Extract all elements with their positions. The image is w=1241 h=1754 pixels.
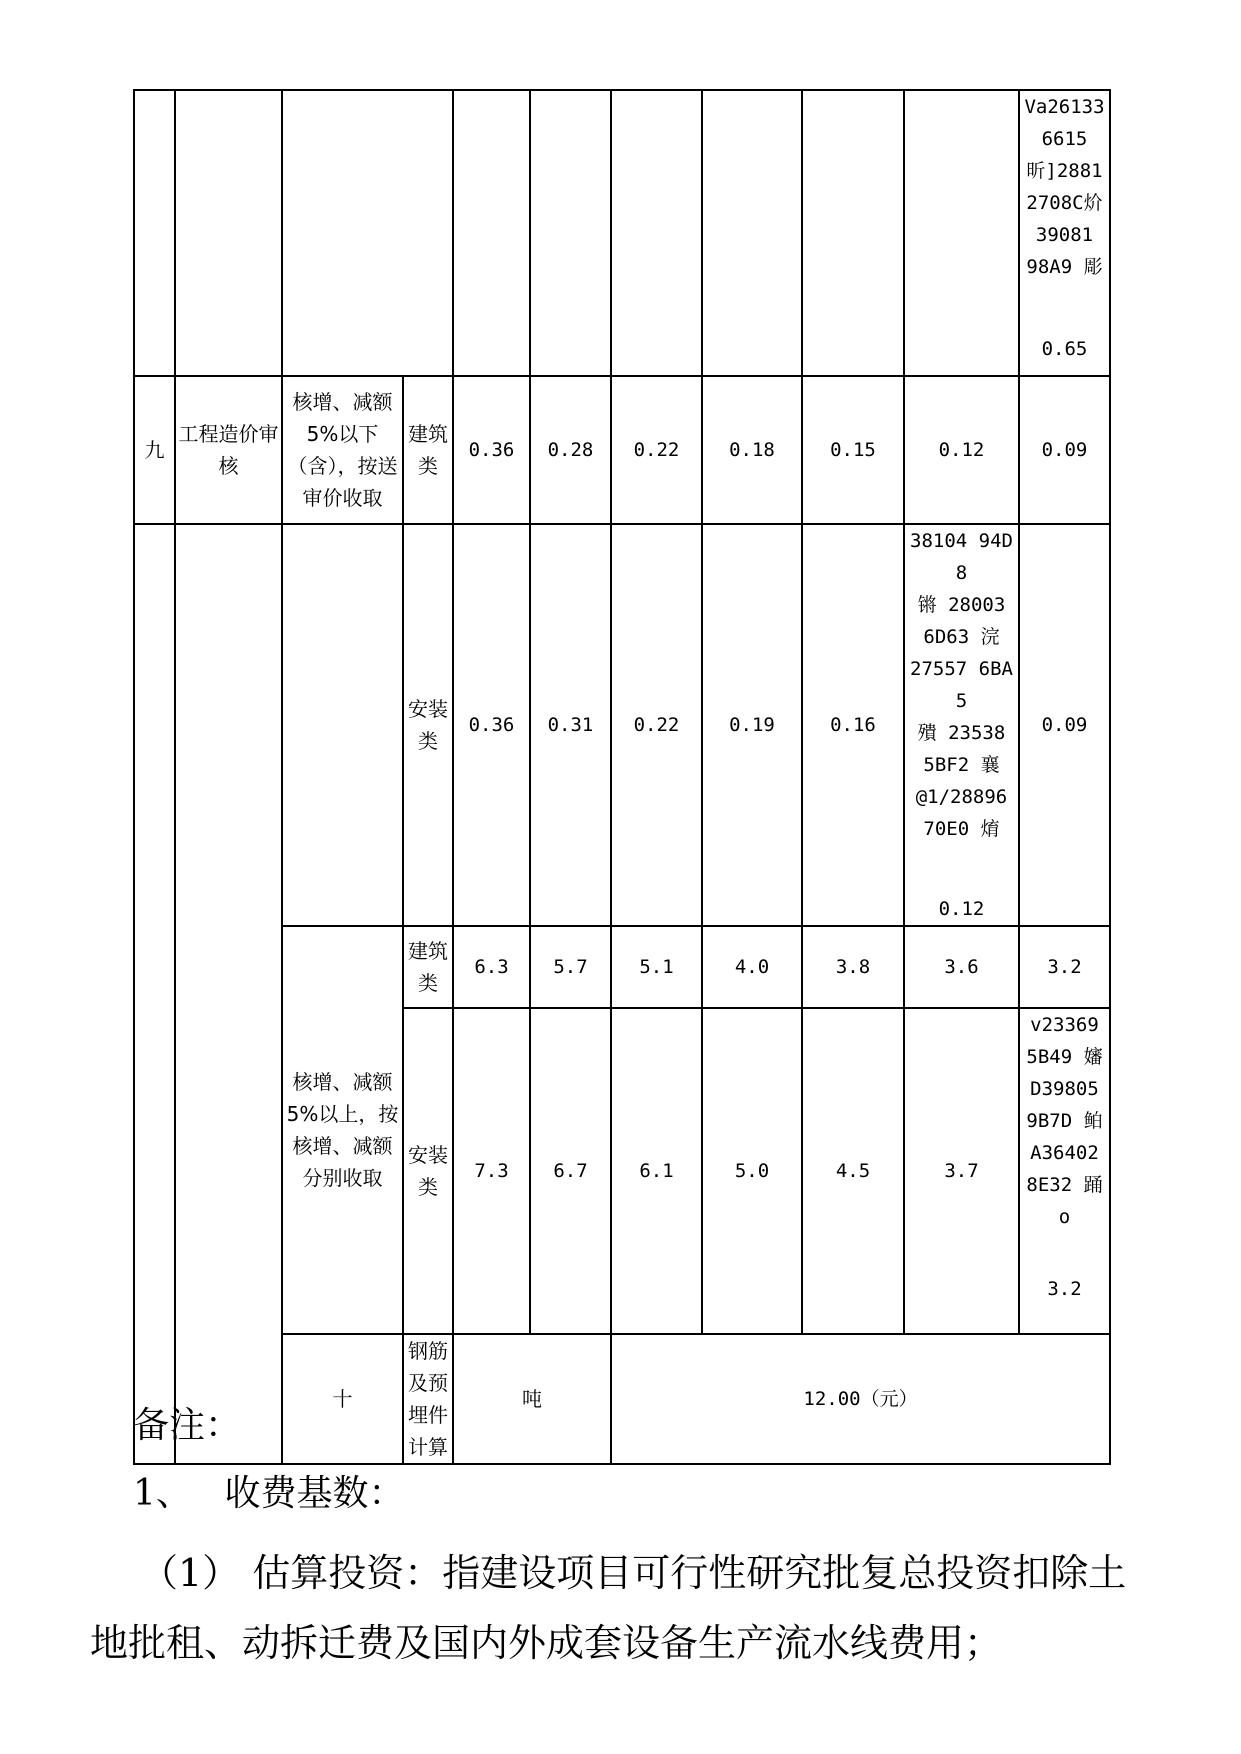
- table-cell: [175, 90, 282, 376]
- table-cell: 4.0: [702, 926, 802, 1008]
- table-cell: 5.7: [530, 926, 611, 1008]
- table-cell: [1019, 90, 1110, 376]
- table-cell: [453, 90, 530, 376]
- table-cell: [134, 524, 175, 1464]
- table-cell: 0.22: [611, 376, 702, 524]
- cell-line: 殨 23538: [917, 722, 1006, 744]
- table-cell: 6.3: [453, 926, 530, 1008]
- cell-line: 27557 6BA5: [910, 658, 1013, 712]
- cell-line: @1/28896: [915, 786, 1008, 808]
- row-value: 12.00（元）: [611, 1334, 1110, 1464]
- table-cell: [904, 524, 1019, 926]
- cell-line: 5BF2 襄: [923, 754, 1000, 776]
- notes-title: 备注：: [133, 1405, 242, 1446]
- cell-line: o: [1058, 1206, 1071, 1228]
- row-category: 安装类: [403, 1008, 453, 1334]
- table-cell: [530, 90, 611, 376]
- paragraph-label: （1）: [140, 1551, 241, 1595]
- table-cell: 0.16: [802, 524, 904, 926]
- table-cell: 0.19: [702, 524, 802, 926]
- row-item: 钢筋及预埋件计算: [403, 1334, 453, 1464]
- cell-line: 2708C炌: [1026, 192, 1103, 214]
- table-cell: [282, 90, 453, 376]
- cell-line: 锵 28003: [917, 594, 1006, 616]
- row-category: 安装类: [403, 524, 453, 926]
- fee-table: [133, 89, 1111, 1465]
- table-cell: 0.28: [530, 376, 611, 524]
- table-cell: [802, 90, 904, 376]
- note-item-1: [133, 1465, 404, 1516]
- table-cell: 7.3: [453, 1008, 530, 1334]
- table-cell: [134, 90, 175, 376]
- row-condition: 核增、减额5%以上，按核增、减额分别收取: [282, 926, 403, 1334]
- note-item-label: 1、: [133, 1473, 192, 1514]
- row-condition: 核增、减额5%以下（含），按送审价收取: [282, 376, 403, 524]
- table-cell: 0.31: [530, 524, 611, 926]
- table-row: [134, 376, 1110, 524]
- table-cell: 0.15: [802, 376, 904, 524]
- table-cell: [175, 524, 282, 1464]
- cell-line: 70E0 焴: [923, 818, 1000, 840]
- table-cell: 4.5: [802, 1008, 904, 1334]
- table-cell: [282, 524, 403, 926]
- cell-line: 6D63 浣: [923, 626, 1000, 648]
- table-cell: 0.22: [611, 524, 702, 926]
- cell-line: 9B7D 鲌: [1026, 1110, 1103, 1132]
- cell-value: 0.12: [938, 898, 985, 920]
- table-cell: 0.09: [1019, 524, 1110, 926]
- table-cell: [611, 90, 702, 376]
- cell-line: Va26133: [1024, 96, 1105, 118]
- cell-line: 38104 94D8: [910, 530, 1013, 584]
- table-cell: 0.12: [904, 376, 1019, 524]
- table-row: [134, 524, 1110, 926]
- cell-line: 6615: [1041, 128, 1088, 150]
- table-cell: 0.36: [453, 376, 530, 524]
- table-cell: [1019, 1008, 1110, 1334]
- table-row: [134, 90, 1110, 376]
- cell-value: 3.2: [1047, 1278, 1082, 1300]
- note-paragraph: [90, 1538, 1150, 1678]
- table-cell: 5.0: [702, 1008, 802, 1334]
- table-cell: 3.7: [904, 1008, 1019, 1334]
- table-cell: 0.09: [1019, 376, 1110, 524]
- table-cell: [702, 90, 802, 376]
- cell-value: 0.65: [1041, 338, 1088, 360]
- cell-line: 8E32 踊: [1026, 1174, 1103, 1196]
- table-cell: 3.8: [802, 926, 904, 1008]
- cell-line: 昕]2881: [1026, 160, 1103, 182]
- table-cell: [904, 90, 1019, 376]
- table-cell: 3.2: [1019, 926, 1110, 1008]
- paragraph-text: 估算投资：指建设项目可行性研究批复总投资扣除土地批租、动拆迁费及国内外成套设备生产流水线费用；: [90, 1551, 1127, 1665]
- row-index: 十: [282, 1334, 403, 1464]
- table-cell: 0.36: [453, 524, 530, 926]
- row-index: 九: [134, 376, 175, 524]
- table-cell: 0.18: [702, 376, 802, 524]
- cell-line: v23369: [1030, 1014, 1099, 1036]
- row-category: 建筑类: [403, 926, 453, 1008]
- cell-line: 39081: [1035, 224, 1094, 246]
- row-item: 工程造价审核: [175, 376, 282, 524]
- row-category: 建筑类: [403, 376, 453, 524]
- cell-line: 98A9 彫: [1026, 256, 1103, 278]
- note-item-text: 收费基数：: [224, 1473, 405, 1514]
- table-cell: 6.1: [611, 1008, 702, 1334]
- table-cell: 3.6: [904, 926, 1019, 1008]
- row-unit: 吨: [453, 1334, 611, 1464]
- table-cell: 5.1: [611, 926, 702, 1008]
- table-cell: 6.7: [530, 1008, 611, 1334]
- cell-line: A36402: [1030, 1142, 1099, 1164]
- cell-line: D39805: [1030, 1078, 1099, 1100]
- cell-line: 5B49 嬸: [1026, 1046, 1103, 1068]
